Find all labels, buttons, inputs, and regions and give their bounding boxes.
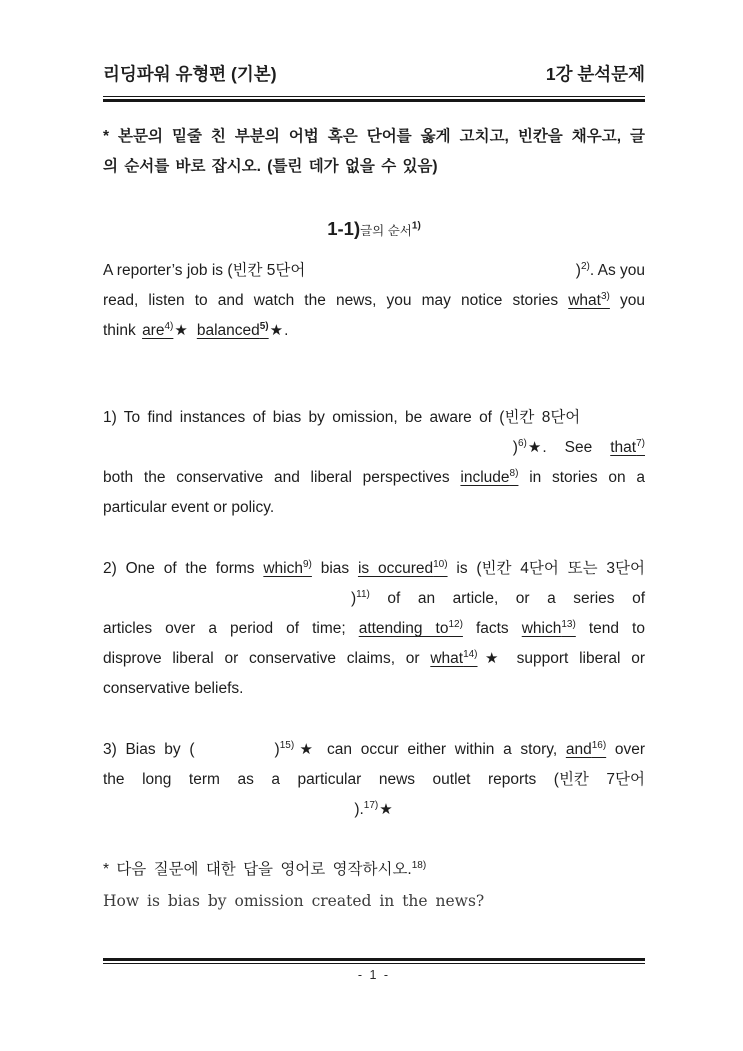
text-line: particular event or policy. [103,499,275,516]
star-icon: ★ [295,741,318,758]
blank-spacer [592,451,610,452]
footnote-marker: 16) [591,739,607,751]
footnote-marker: 12) [448,618,463,630]
text-segment: )$^{6)}$ [512,437,527,456]
text-segment: think [103,322,143,339]
blank-spacer [547,451,565,452]
blank-spacer [189,334,197,335]
footnote-marker: 7) [636,437,645,449]
underlined-text-segment: are$^{4)}$ [142,320,174,339]
footnote-marker: 18) [411,859,427,871]
page-header [103,0,645,86]
text-line [103,554,645,584]
question-instruction-line [103,855,645,885]
instruction-line-1: * 본문의 밑줄 친 부분의 어법 혹은 단어를 옳게 고치고, 빈칸을 채우고, 글 [103,128,645,145]
underlined-text-segment: include$^{8)}$ [460,467,519,486]
text-segment: 3) Bias by ( [103,741,195,758]
text-segment: can occur either within a story, [318,741,566,758]
underlined-text-segment: which$^{13)}$ [521,618,576,637]
text-segment: . [542,439,547,456]
text-segment: )$^{15)}$ [274,739,295,758]
text-segment: is (빈칸 4단어 또는 3단어 [447,560,645,577]
footnote-marker: 3) [600,290,610,302]
footnote-marker: 8) [509,467,519,479]
text-segment: ).$^{17)}$ [354,799,379,818]
text-segment: read, listen to and watch the news, you may notice stories [103,292,569,309]
underlined-text-segment: what$^{14)}$ [430,648,478,667]
text-line: the long term as a particular news outlet reports (빈칸 7단어 [103,771,645,788]
blank-spacer [103,602,351,603]
star-icon: ★ [269,322,284,339]
footnote-marker: 9) [302,558,312,570]
section-title [103,212,645,248]
text-segment: )$^{11)}$ [351,588,370,607]
underlined-text-segment: what$^{3)}$ [568,290,610,309]
footnote-marker: 17) [363,799,379,811]
instruction-block [103,122,645,182]
header-right-title: 1강 분석문제 [545,64,645,84]
text-line [103,433,645,463]
underlined-text-segment: is occured$^{10)}$ [357,558,448,577]
text-segment: * 다음 질문에 대한 답을 영어로 영작하시오. [103,861,412,878]
text-segment: 2) One of the forms [103,560,264,577]
text-segment [412,861,426,878]
instruction-line-2: 의 순서를 바로 잡시오. (틀린 데가 없을 수 있음) [103,158,438,175]
footnote-marker: 6) [517,437,527,449]
text-segment: facts [462,620,522,637]
page-number: - 1 - [357,968,391,982]
text-line: 1) To find instances of bias by omission, be aware of (빈칸 8단어 [103,409,581,426]
text-segment: bias [311,560,358,577]
text-line [103,463,645,493]
text-segment: A reporter’s job is (빈칸 5단어 [103,262,306,279]
paragraph-3 [103,735,645,825]
text-line [103,614,645,644]
text-line [103,316,645,346]
text-line: conservative beliefs. [103,680,244,697]
header-rule [103,96,645,102]
text-line [103,286,645,316]
title-subtitle: 글의 순서 [360,224,412,238]
text-line [103,735,645,765]
text-segment: support liberal or [505,650,645,667]
paragraph-2 [103,554,645,704]
footnote-marker: 4) [164,320,174,332]
text-line [103,256,645,286]
underlined-text-segment: balanced$^{5)}$ [196,320,269,339]
text-segment: both the conservative and liberal perspectives [103,469,461,486]
question-block [103,855,645,917]
underlined-text-segment: which$^{9)}$ [263,558,312,577]
star-icon: ★ [527,439,542,456]
question-text-line: How is bias by omission created in the news? [103,892,485,910]
underlined-text-segment: attending $to^{12)}$ [358,618,463,637]
star-icon: ★ [478,650,505,667]
title-footnote-marker: 1) [411,220,421,232]
text-segment: you [609,292,645,309]
text-line [103,584,645,614]
text-segment: tend to [575,620,645,637]
text-line [103,795,645,825]
footnote-marker: 14) [463,648,478,660]
footnote-marker: 10) [433,558,448,570]
text-segment: disprove liberal or conservative claims, or [103,650,431,667]
text-segment: articles over a period of time; [103,620,359,637]
text-segment: . [284,322,289,339]
text-segment: See [564,439,593,456]
text-segment: . As you [589,262,645,279]
text-segment: in stories on a [518,469,645,486]
underlined-text-segment: that$^{7)}$ [610,437,645,456]
text-line [103,644,645,674]
footnote-marker: 11) [356,588,370,600]
page-footer [103,958,645,982]
footnote-marker: 5) [259,320,269,332]
text-segment: over [606,741,646,758]
underlined-text-segment: and$^{16)}$ [565,739,607,758]
paragraph-1 [103,403,645,523]
footnote-marker: 2) [580,260,590,272]
header-left-title: 리딩파워 유형편 (기본) [103,64,277,84]
star-icon: ★ [379,801,393,818]
blank-spacer [195,753,275,754]
text-segment: of an article, or a series of [369,590,645,607]
star-icon: ★ [174,322,188,339]
text-segment: )$^{2)}$ [575,260,590,279]
footnote-marker: 15) [279,739,295,751]
footnote-marker: 13) [561,618,576,630]
title-number: 1-1) [327,218,361,239]
footer-rule [103,958,645,964]
paragraph-intro [103,256,645,346]
